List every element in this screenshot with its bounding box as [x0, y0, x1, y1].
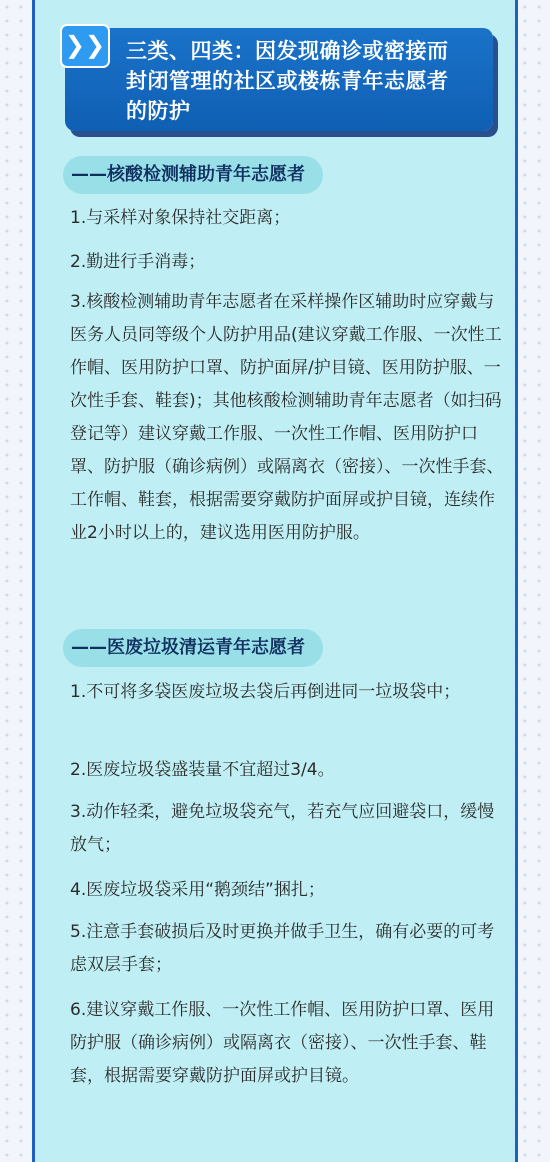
double-chevron-icon: ❯❯ — [60, 24, 110, 68]
list-item: 6.建议穿戴工作服、一次性工作帽、医用防护口罩、医用防护服（确诊病例）或隔离衣（密接）、一次性手套、鞋套，根据需要穿戴防护面屏或护目镜。 — [70, 1000, 495, 1086]
list-item: 2.勤进行手消毒； — [70, 252, 206, 272]
section-tag-nucleic-acid: ——核酸检测辅助青年志愿者 — [63, 156, 323, 194]
section-tag-medical-waste: ——医废垃圾清运青年志愿者 — [63, 629, 323, 667]
list-item: 3.动作轻柔，避免垃圾袋充气，若充气应回避袋口，缓慢放气； — [70, 802, 495, 855]
list-item: 5.注意手套破损后及时更换并做手卫生，确有必要的可考虑双层手套； — [70, 922, 495, 975]
list-item: 4.医废垃圾袋采用“鹅颈结”捆扎； — [70, 880, 325, 900]
title-line: 的防护 — [126, 99, 191, 123]
page-title — [126, 36, 486, 126]
list-item: 2.医废垃圾袋盛装量不宜超过3/4。 — [70, 760, 335, 780]
title-line: 三类、四类：因发现确诊或密接而 — [126, 39, 449, 63]
list-item: 1.与采样对象保持社交距离； — [70, 208, 291, 228]
list-item: 3.核酸检测辅助青年志愿者在采样操作区辅助时应穿戴与医务人员同等级个人防护用品(建议穿戴工作服、一次性工作帽、医用防护口罩、防护面屏/护目镜、医用防护服、一次性手套、鞋套)；其他核酸检测辅助青年志愿者（如扫码登记等）建议穿戴工作服、一次性工作帽、医用防护口罩、防护服（确诊病例）或隔离衣（密接）、一次性手套、工作帽、鞋套，根据需要穿戴防护面屏或护目镜，连续作业2小时以上的，建议选用医用防护服。 — [70, 292, 504, 543]
title-line: 封闭管理的社区或楼栋青年志愿者 — [126, 69, 449, 93]
list-item: 1.不可将多袋医废垃圾去袋后再倒进同一垃圾袋中； — [70, 682, 461, 702]
